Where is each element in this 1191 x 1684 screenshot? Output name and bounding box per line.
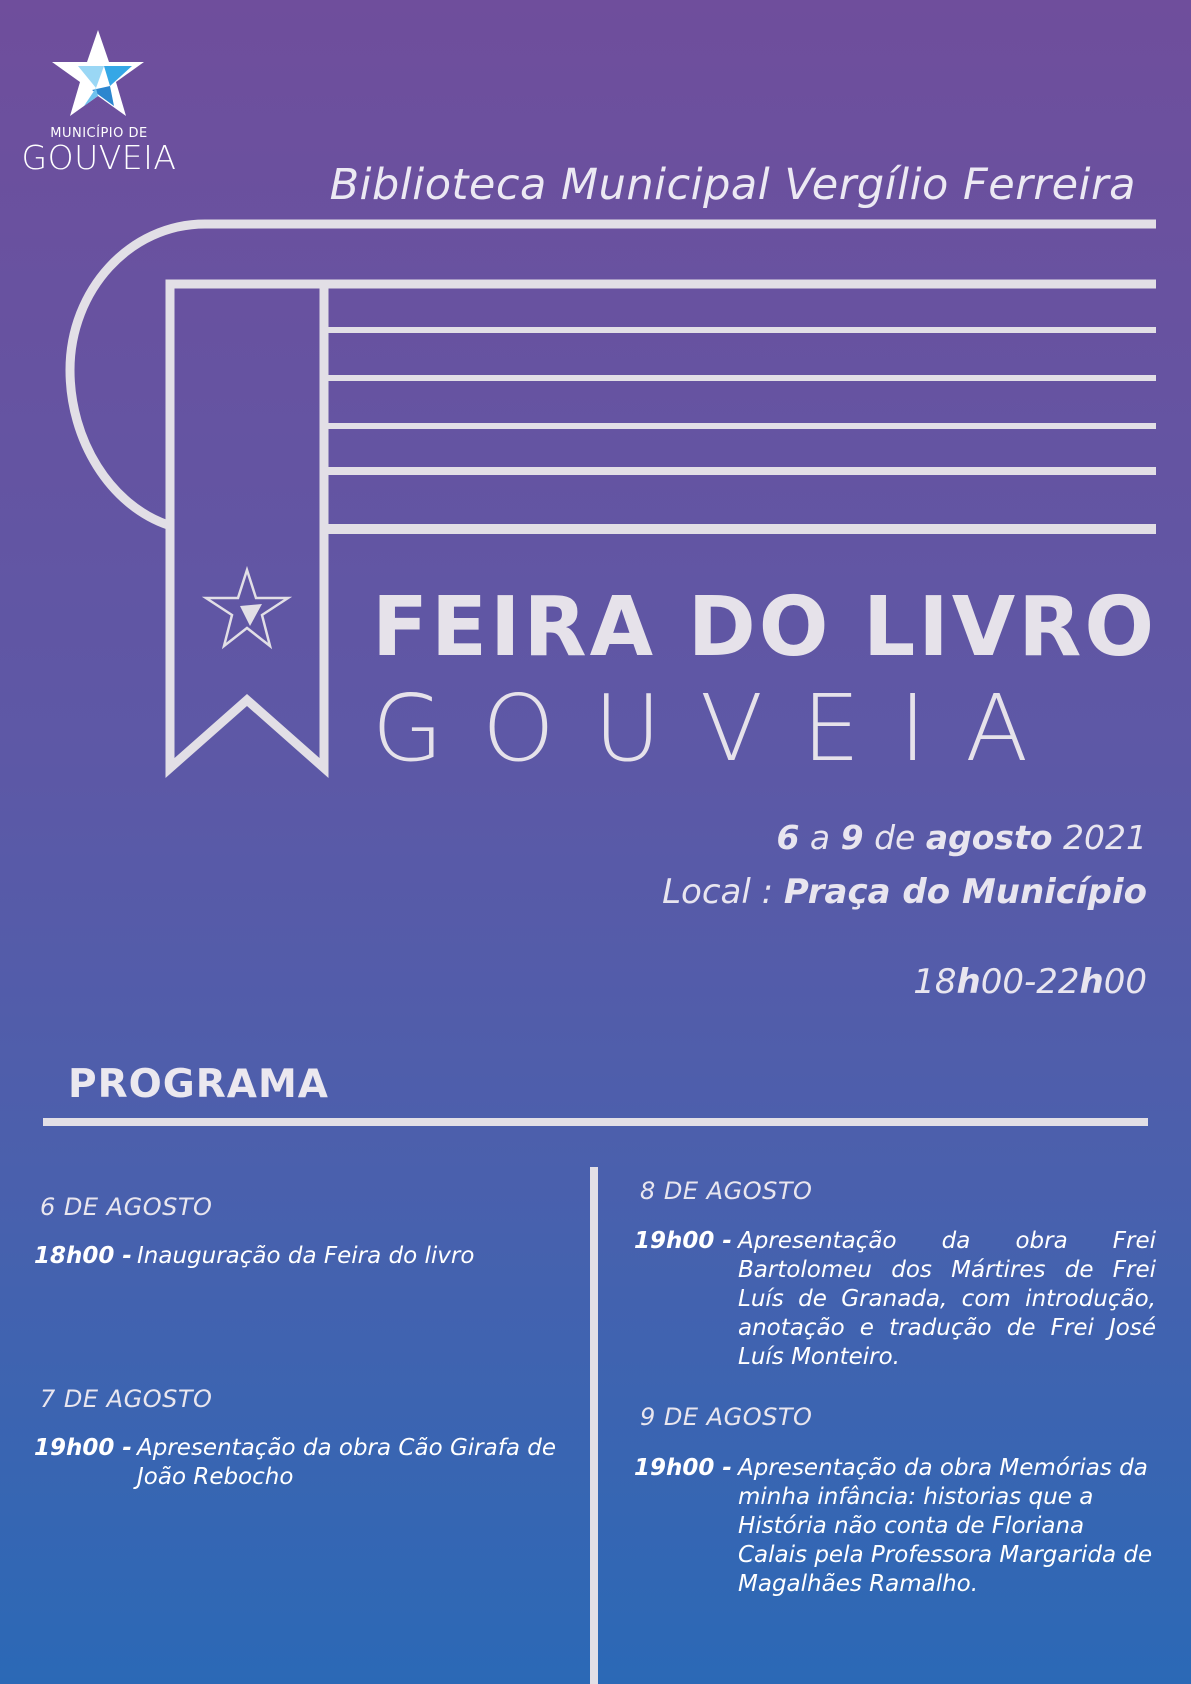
column-divider — [590, 1167, 598, 1684]
date-end: 9 — [840, 818, 864, 857]
bookmark-star-fill — [240, 604, 262, 626]
bookmark-ribbon — [170, 284, 324, 768]
logo-main-text: GOUVEIA — [21, 138, 177, 177]
event-subtitle: GOUVEIA — [372, 675, 1068, 782]
logo-top-text: MUNICÍPIO DE — [50, 126, 148, 141]
event-dates — [776, 818, 1147, 857]
program-time: 19h00 - — [634, 1455, 732, 1481]
programa-divider — [43, 1118, 1148, 1126]
program-description: Apresentação da obra Frei Bartolomeu dos Mártires de Frei Luís de Granada, com introdução, anotação e tradução de Frei José Luís Monteiro. — [738, 1228, 1156, 1370]
date-month: agosto — [925, 818, 1053, 857]
event-title: FEIRA DO LIVRO — [372, 580, 1158, 675]
library-name: Biblioteca Municipal Vergílio Ferreira — [329, 160, 1136, 210]
program-description: Apresentação da obra Memórias da minha infância: historias que a História não conta de Floriana Calais pela Professora Margarida de Magalhães Ramalho. — [738, 1455, 1153, 1597]
hours-h2: h — [1079, 962, 1104, 1002]
program-day-label: 9 DE AGOSTO — [640, 1403, 813, 1431]
event-place — [662, 872, 1147, 912]
program-time: 19h00 - — [34, 1435, 132, 1461]
program-description: Apresentação da obra Cão Girafa de João Rebocho — [137, 1435, 556, 1490]
hours-start: 18 — [913, 962, 957, 1002]
program-day-label: 8 DE AGOSTO — [640, 1177, 813, 1205]
place-value: Praça do Município — [783, 872, 1147, 912]
date-year: 2021 — [1063, 818, 1147, 857]
hours-mid: 00-22 — [980, 962, 1080, 1002]
date-start: 6 — [776, 818, 800, 857]
program-day-label: 6 DE AGOSTO — [40, 1193, 213, 1221]
place-label: Local : — [662, 872, 774, 912]
hours-end: 00 — [1103, 962, 1147, 1002]
program-day-label: 7 DE AGOSTO — [40, 1385, 213, 1413]
program-time: 19h00 - — [634, 1228, 732, 1254]
book-cover-curve — [70, 224, 1156, 525]
date-de: de — [874, 818, 916, 857]
hours-h1: h — [956, 962, 981, 1002]
program-time: 18h00 - — [34, 1243, 132, 1269]
program-description: Inauguração da Feira do livro — [137, 1243, 475, 1269]
event-hours — [913, 962, 1147, 1002]
programa-heading: PROGRAMA — [68, 1062, 329, 1107]
date-sep: a — [809, 818, 831, 857]
